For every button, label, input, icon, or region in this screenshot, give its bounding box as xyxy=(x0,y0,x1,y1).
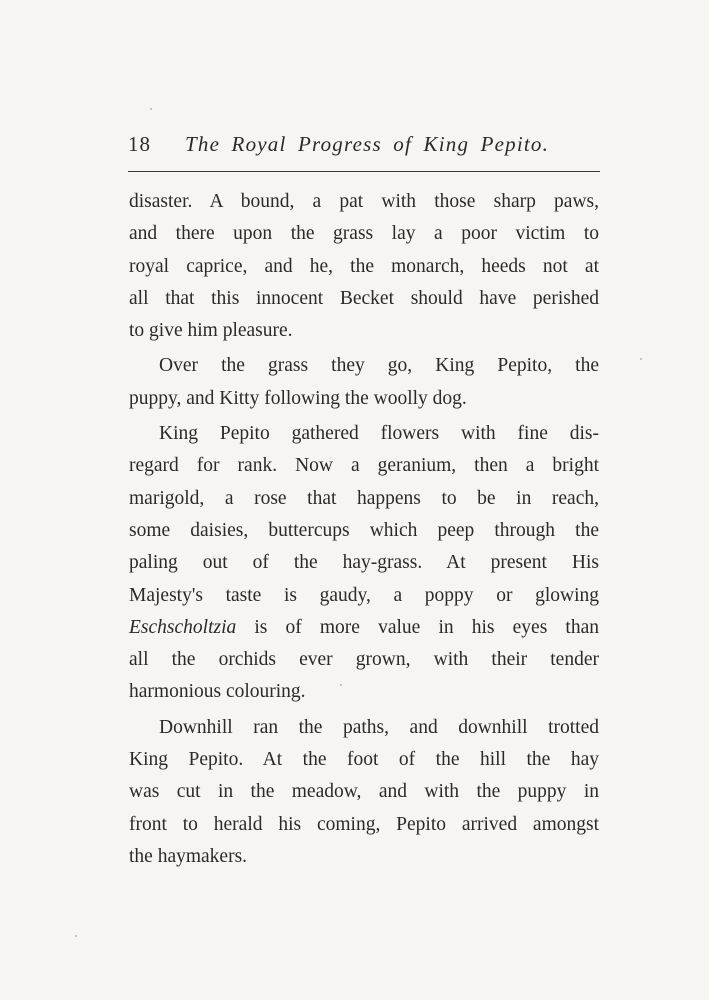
text-line: the haymakers. xyxy=(129,845,248,867)
scan-speck xyxy=(150,108,152,110)
text-line-rest: is of more value in his eyes than xyxy=(236,616,599,638)
running-head xyxy=(128,128,600,164)
text-line: was cut in the meadow, and with the puppy in xyxy=(129,781,599,803)
text-line: all the orchids ever grown, with their tender xyxy=(129,649,599,671)
text-line: puppy, and Kitty following the woolly dog. xyxy=(129,387,467,409)
text-line: King Pepito. At the foot of the hill the hay xyxy=(129,749,599,771)
text-line: all that this innocent Becket should have perished xyxy=(129,287,599,309)
text-line: King Pepito gathered flowers with fine dis- xyxy=(159,423,599,445)
scan-speck xyxy=(340,684,342,686)
text-line: to give him pleasure. xyxy=(129,320,293,342)
header-rule xyxy=(128,171,600,172)
text-line: some daisies, buttercups which peep through the xyxy=(129,519,599,541)
text-line-with-italic xyxy=(129,612,599,644)
text-line: front to herald his coming, Pepito arrived amongst xyxy=(129,813,599,835)
text-line: disaster. A bound, a pat with those sharp paws, xyxy=(129,191,599,212)
scan-speck xyxy=(640,358,642,360)
text-line: paling out of the hay-grass. At present His xyxy=(129,552,599,574)
paragraph-3 xyxy=(129,418,599,709)
paragraph-2 xyxy=(129,350,599,415)
text-line: Majesty's taste is gaudy, a poppy or glowing xyxy=(129,584,599,606)
scan-speck xyxy=(75,935,77,937)
running-title: The Royal Progress of King Pepito. xyxy=(185,132,550,156)
text-line: harmonious colouring. xyxy=(129,681,306,703)
paragraph-1 xyxy=(129,186,599,347)
text-line: royal caprice, and he, the monarch, heeds not at xyxy=(129,255,599,277)
text-line: Over the grass they go, King Pepito, the xyxy=(159,355,599,377)
text-line: and there upon the grass lay a poor victim to xyxy=(129,223,599,245)
text-line: Downhill ran the paths, and downhill trotted xyxy=(159,716,599,738)
body-text xyxy=(129,186,599,873)
text-line: regard for rank. Now a geranium, then a bright xyxy=(129,455,599,477)
page-number: 18 xyxy=(128,132,151,156)
italic-word: Eschscholtzia xyxy=(129,616,237,638)
text-line: marigold, a rose that happens to be in reach, xyxy=(129,487,599,509)
paragraph-4 xyxy=(129,712,599,873)
